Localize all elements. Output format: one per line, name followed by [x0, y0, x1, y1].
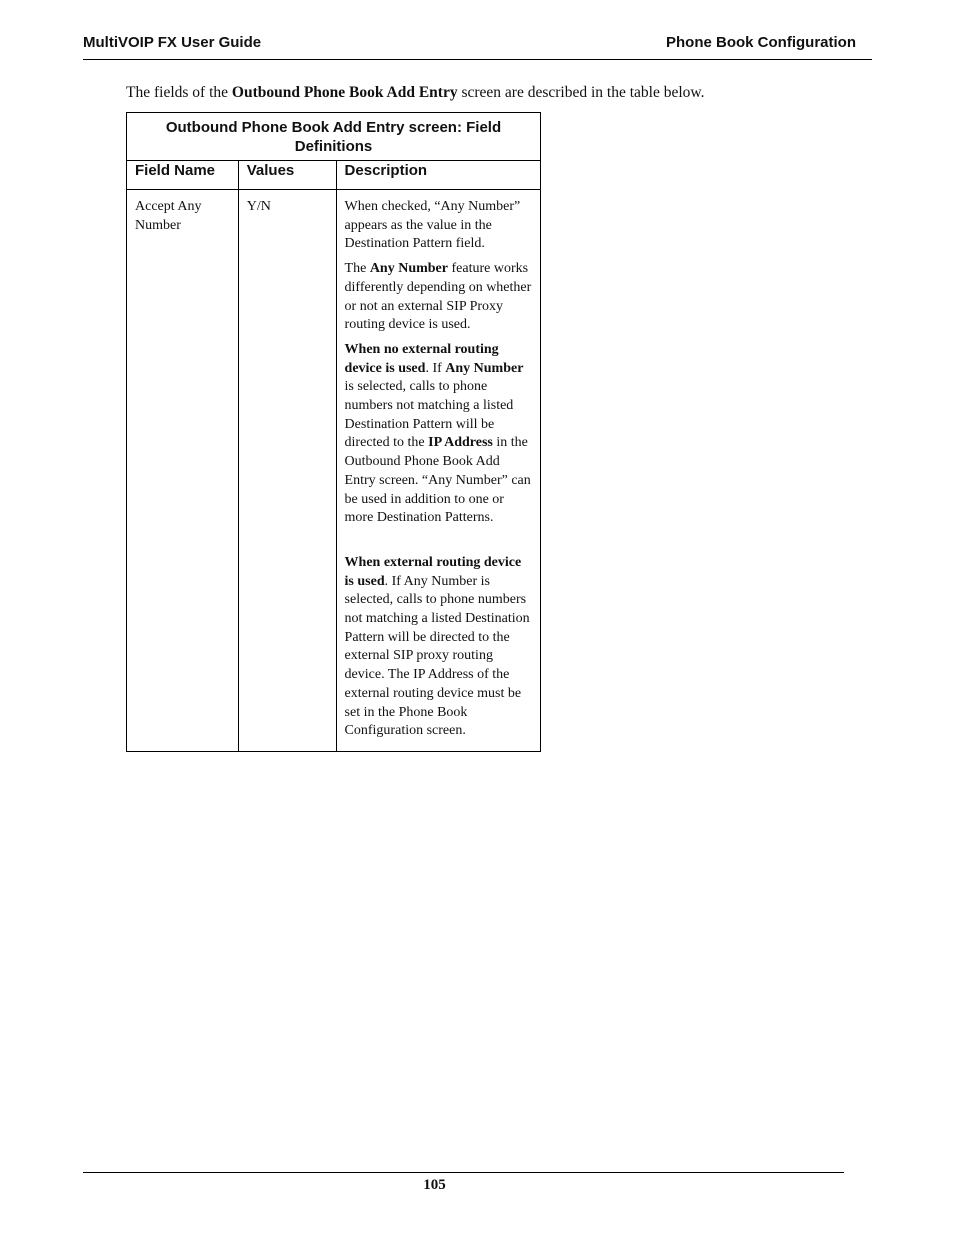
table-caption-row	[127, 113, 541, 161]
description-paragraph-2	[345, 260, 532, 335]
description-paragraph-4	[345, 554, 532, 741]
table-caption: Outbound Phone Book Add Entry screen: Field Definitions	[127, 113, 541, 161]
intro-paragraph	[126, 84, 704, 102]
intro-text-start: The fields of the	[126, 84, 232, 101]
cell-description	[336, 190, 540, 752]
intro-screen-name: Outbound Phone Book Add Entry	[231, 84, 458, 101]
text-run: . If	[425, 360, 446, 376]
description-paragraph-3	[345, 341, 532, 528]
column-header-values: Values	[238, 161, 336, 190]
page-number: 105	[423, 1177, 446, 1193]
table-row	[127, 190, 541, 752]
text-run: The	[344, 261, 370, 277]
field-definitions-table	[126, 112, 541, 752]
cell-field-name: Accept Any Number	[127, 190, 239, 752]
bold-run: Any Number	[369, 261, 448, 277]
intro-text-end: screen are described in the table below.	[457, 84, 705, 101]
column-header-field-name: Field Name	[127, 161, 239, 190]
table-header-row	[127, 161, 541, 190]
bold-run: IP Address	[428, 435, 493, 451]
section-title: Phone Book Configuration	[666, 34, 856, 51]
footer-rule	[83, 1172, 844, 1173]
cell-values: Y/N	[238, 190, 336, 752]
text-run: . If Any Number is selected, calls to phone numbers not matching a listed Destination Pattern will be directed to the external SIP proxy routing device. The IP Address of the external routing device must be set in the Phone Book Configuration screen.	[344, 573, 530, 739]
description-paragraph-1: When checked, “Any Number” appears as the value in the Destination Pattern field.	[344, 199, 521, 252]
text-run: is selected, calls to phone numbers not matching a listed Destination Pattern will be directed to the	[344, 379, 514, 451]
page-header	[83, 34, 872, 60]
bold-run: Any Number	[445, 360, 524, 376]
text-run: in the Outbound Phone Book Add Entry screen. “Any Number” can be used in addition to one or more Destination Patterns.	[344, 435, 531, 526]
bold-run: When no external routing device is used	[344, 341, 499, 376]
document-title: MultiVOIP FX User Guide	[83, 34, 262, 51]
bold-run: When external routing device is used	[344, 554, 522, 589]
column-header-description: Description	[336, 161, 540, 190]
text-run: feature works differently depending on whether or not an external SIP Proxy routing device is used.	[344, 261, 532, 333]
